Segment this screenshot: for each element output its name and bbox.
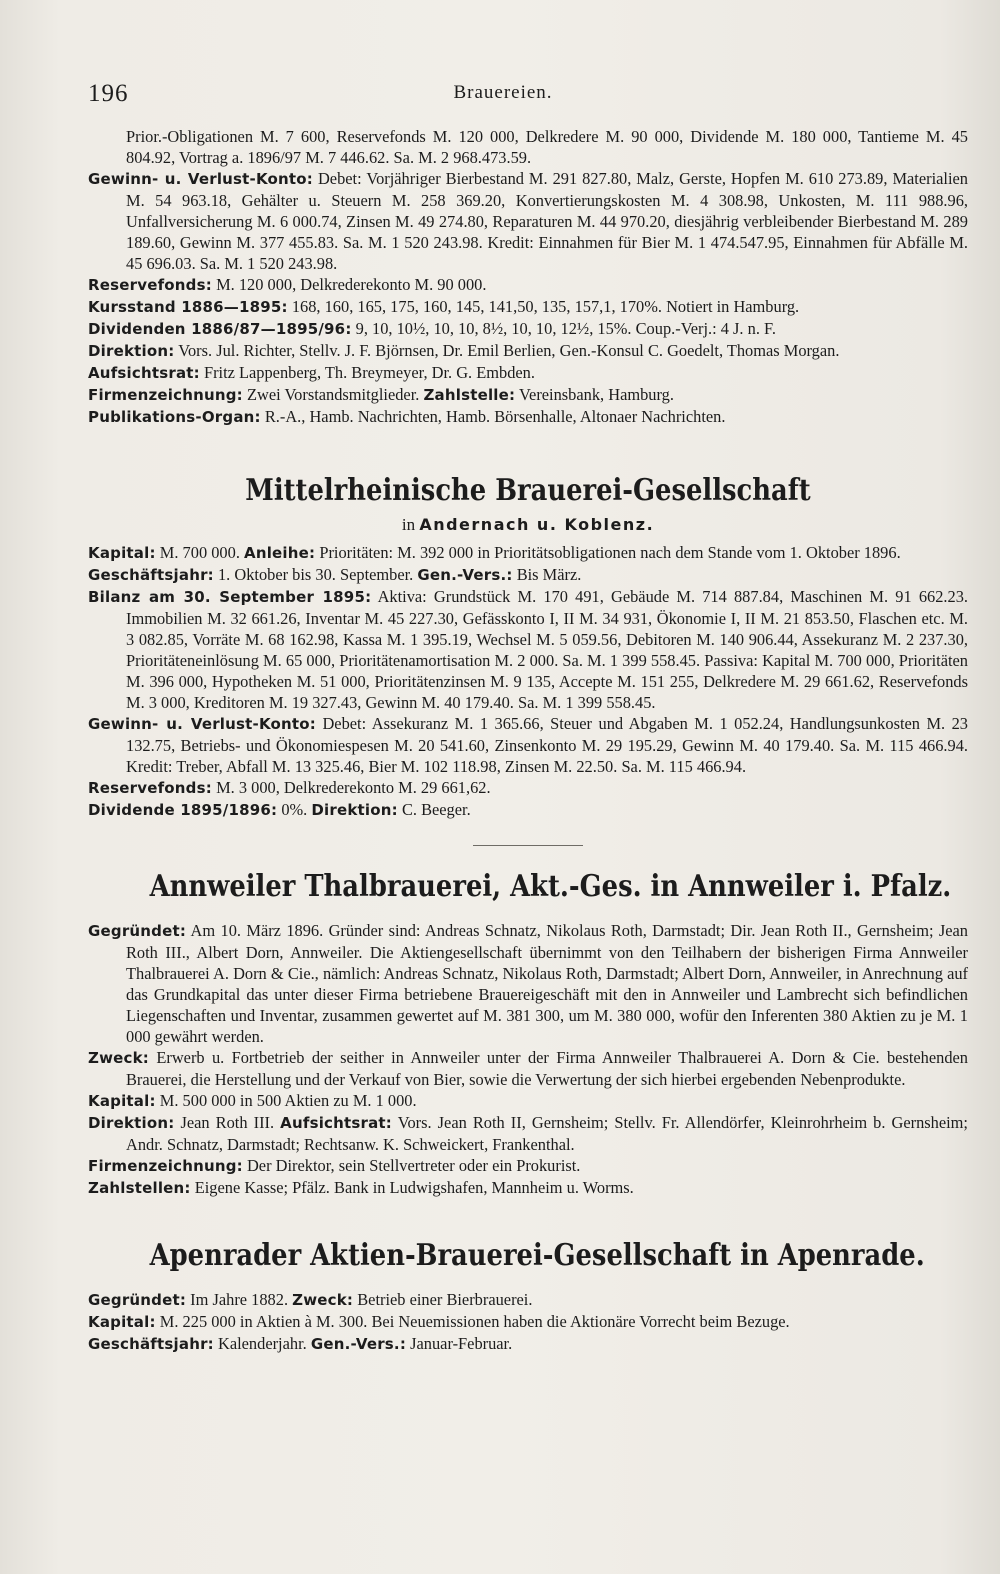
entry-label: Zweck: — [88, 1049, 149, 1067]
entry-text: R.-A., Hamb. Nachrichten, Hamb. Börsenhalle, Altonaer Nachrichten. — [264, 407, 726, 426]
entry-text: Prior.-Obligationen M. 7 600, Reservefonds M. 120 000, Delkredere M. 90 000, Dividende M. 180 000, Tantieme M. 45 804.92, Vortrag a. 1896/97 M. 7 446.62. Sa. M. 2 968.473.59. — [126, 127, 968, 167]
entry-label: Gen.-Vers.: — [310, 1335, 407, 1353]
entry-label: Dividende 1895/1896: — [88, 801, 278, 819]
entry-line — [88, 168, 968, 274]
entry-line — [88, 1177, 968, 1199]
entry-line — [88, 296, 968, 318]
entry-label: Direktion: — [88, 1114, 175, 1132]
entry-label: Direktion: — [311, 801, 398, 819]
entry-label: Kursstand 1886—1895: — [88, 298, 288, 316]
entry-text: M. 225 000 in Aktien à M. 300. Bei Neuemissionen haben die Aktionäre Vorrecht beim Bezuge. — [159, 1312, 790, 1331]
entry-label: Kapital: — [88, 1092, 156, 1110]
entry-line — [88, 586, 968, 713]
entry-line — [88, 1047, 968, 1090]
entry-line — [88, 564, 968, 586]
section-divider — [473, 845, 583, 846]
entry-text: Eigene Kasse; Pfälz. Bank in Ludwigshafen, Mannheim u. Worms. — [194, 1178, 634, 1197]
entry-text: Aktiva: Grundstück M. 170 491, Gebäude M. 714 887.84, Maschinen M. 91 662.23. Immobilien M. 32 661.26, Inventar M. 45 227.30, Gefässkonto I, II M. 34 931, Ökonomie I, II M. 21 853.50, Flaschen etc. M. 3 082.85, Vorräte M. 68 162.98, Kassa M. 1 395.19, Wechsel M. 5 059.56, Debitoren M. 140 906.44, Assekuranz M. 2 237.30, Prioritäteneinlösung M. 65 000, Prioritätenamortisation M. 2 000. Sa. M. 1 399 558.45. Passiva: Kapital M. 700 000, Prioritäten M. 396 000, Hypotheken M. 51 000, Prioritätenzinsen M. 9 135, Accepte M. 151 255, Delkredere M. 29 661.62, Reservefonds M. 3 000, Kreditoren M. 19 327.43, Gewinn M. 40 179.40. Sa. M. 1 399 558.45. — [126, 587, 968, 712]
entry-line — [88, 1289, 968, 1311]
entry-line — [88, 126, 968, 168]
entry-text: 1. Oktober bis 30. September. — [217, 565, 414, 584]
entry-line — [88, 1311, 968, 1333]
entry-label: Kapital: — [88, 1313, 156, 1331]
entry-line — [88, 1112, 968, 1155]
entry-text: Im Jahre 1882. — [190, 1290, 289, 1309]
entry-text: 9, 10, 10½, 10, 10, 8½, 10, 10, 12½, 15%. Coup.-Verj.: 4 J. n. F. — [355, 319, 776, 338]
entry-text: Jean Roth III. — [180, 1113, 275, 1132]
entry-text: Kalenderjahr. — [217, 1334, 307, 1353]
entry-label: Anleihe: — [244, 544, 316, 562]
entry-line — [88, 799, 968, 821]
entry-line — [88, 1155, 968, 1177]
entry-label: Geschäftsjahr: — [88, 566, 214, 584]
entry-line — [88, 713, 968, 777]
entry-label: Publikations-Organ: — [88, 408, 261, 426]
entry-text: M. 700 000. — [159, 543, 240, 562]
entry-label: Reservefonds: — [88, 779, 212, 797]
entry-text: Debet: Assekuranz M. 1 365.66, Steuer und Abgaben M. 1 052.24, Handlungsunkosten M. 23 132.75, Betriebs- und Ökonomiespesen M. 20 541.60, Zinsenkonto M. 29 195.29, Gewinn M. 40 179.40. Sa. M. 115 466.94. Kredit: Treber, Abfall M. 13 325.46, Bier M. 102 118.98, Zinsen M. 22.50. Sa. M. 115 466.94. — [126, 714, 968, 776]
entry-label: Zweck: — [292, 1291, 354, 1309]
entry-text: C. Beeger. — [401, 800, 471, 819]
entry-label: Dividenden 1886/87—1895/96: — [88, 320, 352, 338]
entry-label: Geschäftsjahr: — [88, 1335, 214, 1353]
entry-text: Vors. Jean Roth II, Gernsheim; Stellv. Fr. Allendörfer, Kleinrohrheim b. Gernsheim; Andr. Schnatz, Darmstadt; Rechtsanw. K. Schweickert, Frankenthal. — [126, 1113, 968, 1154]
entry-line — [88, 542, 968, 564]
entry-text: 168, 160, 165, 175, 160, 145, 141,50, 135, 157,1, 170%. Notiert in Hamburg. — [291, 297, 800, 316]
entry-label: Gewinn- u. Verlust-Konto: — [88, 715, 316, 733]
entry-line — [88, 406, 968, 428]
entry-label: Gen.-Vers.: — [417, 566, 513, 584]
entry-line — [88, 777, 968, 799]
running-title: Brauereien. — [453, 82, 553, 103]
entry-line — [88, 384, 968, 406]
entry-label: Zahlstellen: — [88, 1179, 191, 1197]
entry-label: Gegründet: — [88, 922, 187, 940]
location-name: Andernach u. Koblenz. — [419, 515, 655, 534]
company-location — [88, 514, 968, 536]
entry-label: Aufsichtsrat: — [280, 1114, 392, 1132]
entry-text: Fritz Lappenberg, Th. Breymeyer, Dr. G. Embden. — [203, 363, 535, 382]
company-title: Apenrader Aktien-Brauerei-Gesellschaft in Apenrade. — [149, 1238, 925, 1273]
entry-text: Vereinsbank, Hamburg. — [519, 385, 674, 404]
company-title: Annweiler Thalbrauerei, Akt.-Ges. in Annweiler i. Pfalz. — [149, 869, 952, 904]
entry-text: Bis März. — [516, 565, 582, 584]
entry-text: M. 500 000 in 500 Aktien zu M. 1 000. — [159, 1091, 417, 1110]
entry-label: Firmenzeichnung: — [88, 386, 243, 404]
page-header — [88, 80, 918, 108]
entry-text: Betrieb einer Bierbrauerei. — [357, 1290, 533, 1309]
entry-line — [88, 340, 968, 362]
entry-text: Debet: Vorjähriger Bierbestand M. 291 827.80, Malz, Gerste, Hopfen M. 610 273.89, Materialien M. 54 963.18, Gehälter u. Steuern M. 258 369.20, Konvertierungskosten M. 4 308.98, Unkosten, M. 111 988.96, Unfallversicherung M. 6 000.74, Zinsen M. 49 274.80, Reparaturen M. 44 970.20, diesjährig verbleibender Bierbestand M. 289 189.60, Gewinn M. 377 455.83. Sa. M. 1 520 243.98. Kredit: Einnahmen für Bier M. 1 474.547.95, Einnahmen für Abfälle M. 45 696.03. Sa. M. 1 520 243.98. — [126, 169, 968, 273]
entry-label: Gegründet: — [88, 1291, 187, 1309]
entry-text: M. 3 000, Delkrederekonto M. 29 661,62. — [216, 778, 491, 797]
entry-label: Gewinn- u. Verlust-Konto: — [88, 170, 313, 188]
entry-line — [88, 362, 968, 384]
entry-line — [88, 1090, 968, 1112]
entry-line — [88, 318, 968, 340]
entry-text: Prioritäten: M. 392 000 in Prioritätsobligationen nach dem Stande vom 1. Oktober 1896. — [319, 543, 901, 562]
entry-line — [88, 1333, 968, 1355]
entry-label: Kapital: — [88, 544, 156, 562]
entry-label: Aufsichtsrat: — [88, 364, 200, 382]
entry-text: Vors. Jul. Richter, Stellv. J. F. Björnsen, Dr. Emil Berlien, Gen.-Konsul C. Goedelt, Thomas Morgan. — [178, 341, 840, 360]
page-number: 196 — [88, 80, 129, 107]
entry-text: Zwei Vorstandsmitglieder. — [246, 385, 420, 404]
location-prefix: in — [401, 515, 416, 534]
company-section — [88, 868, 968, 1199]
entry-label: Zahlstelle: — [423, 386, 516, 404]
company-section — [88, 1237, 968, 1355]
entry-text: M. 120 000, Delkrederekonto M. 90 000. — [216, 275, 487, 294]
page-content — [88, 126, 968, 1355]
company-section — [88, 472, 968, 821]
entry-label: Bilanz am 30. September 1895: — [88, 588, 372, 606]
entry-label: Firmenzeichnung: — [88, 1157, 243, 1175]
entry-line — [88, 274, 968, 296]
entry-label: Direktion: — [88, 342, 175, 360]
entry-text: Am 10. März 1896. Gründer sind: Andreas Schnatz, Nikolaus Roth, Darmstadt; Dir. Jean Roth II., Gernsheim; Jean Roth III., Albert Dorn, Annweiler. Die Aktiengesellschaft übernimmt von den Teilhabern der bisherigen Firma Annweiler Thalbrauerei A. Dorn & Cie., nämlich: Andreas Schnatz, Nikolaus Roth, Darmstadt; Albert Dorn, Annweiler, in Anrechnung auf das Grundkapital das unter dieser Firma betriebene Brauereigeschäft mit den in Annweiler und Lambrecht sich befindlichen Liegenschaften und Inventar, zusammen gewertet auf M. 381 300, um M. 380 000, wofür den Inferenten 380 Aktien zu je M. 1 000 gewährt werden. — [126, 921, 968, 1046]
company-title: Mittelrheinische Brauerei-Gesellschaft — [245, 473, 811, 508]
entry-text: Erwerb u. Fortbetrieb der seither in Annweiler unter der Firma Annweiler Thalbrauerei A. Dorn & Cie. bestehenden Brauerei, die Herstellung und der Verkauf von Bier, sowie die Verwertung der sich hierbei ergebenden Nebenprodukte. — [126, 1048, 968, 1089]
entry-text: Januar-Februar. — [410, 1334, 513, 1353]
entry-line — [88, 920, 968, 1047]
entry-text: 0%. — [281, 800, 308, 819]
prev-company-section — [88, 126, 968, 428]
entry-text: Der Direktor, sein Stellvertreter oder ein Prokurist. — [246, 1156, 581, 1175]
entry-label: Reservefonds: — [88, 276, 212, 294]
